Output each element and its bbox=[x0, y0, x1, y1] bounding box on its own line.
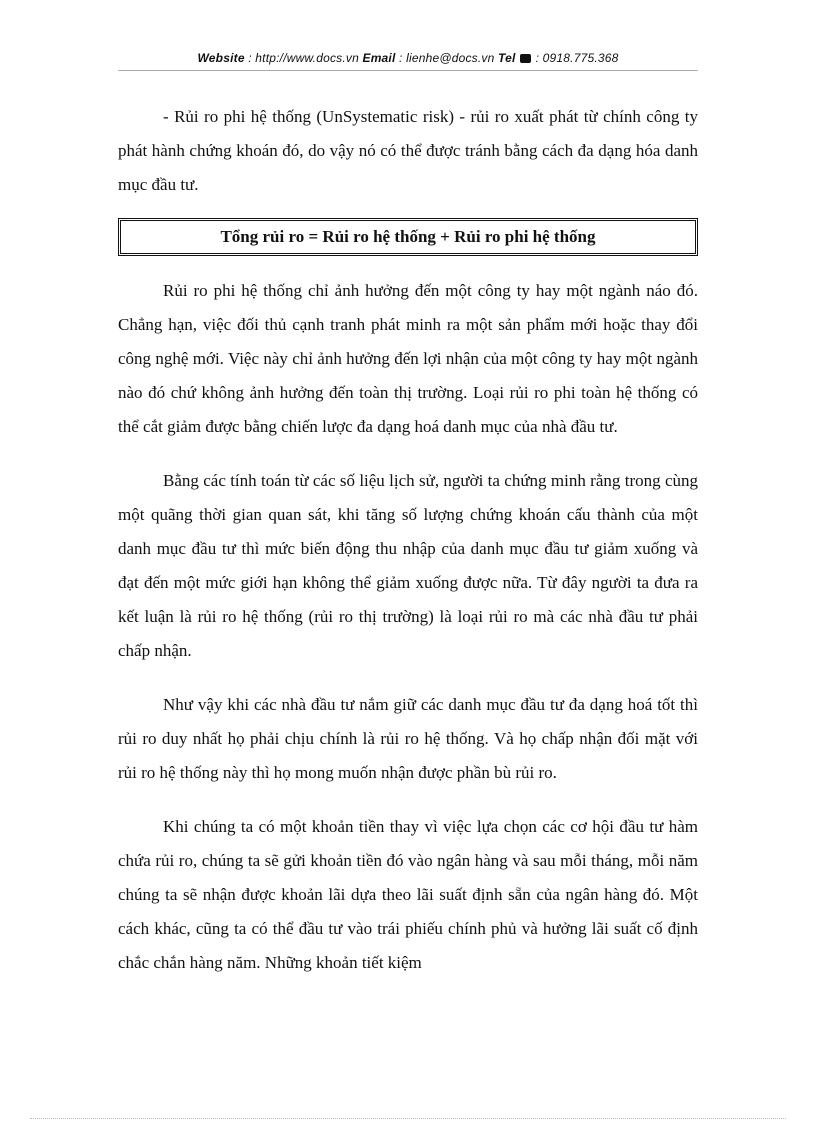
formula-box bbox=[118, 218, 698, 256]
document-body bbox=[118, 100, 698, 980]
email-address[interactable]: : lienhe@docs.vn bbox=[395, 51, 499, 65]
spacer bbox=[118, 668, 698, 688]
page-bottom-divider bbox=[30, 1118, 786, 1119]
phone-icon bbox=[520, 54, 531, 63]
paragraph-3: Bằng các tính toán từ các số liệu lịch sử, người ta chứng minh rằng trong cùng một quãng thời gian quan sát, khi tăng số lượng chứng khoán cấu thành của một danh mục đầu tư thì mức biến động thu nhập của danh mục đầu tư giảm xuống và đạt đến một mức giới hạn không thể giảm xuống được nữa. Từ đây người ta đưa ra kết luận là rủi ro hệ thống (rủi ro thị trường) là loại rủi ro mà các nhà đầu tư phải chấp nhận. bbox=[118, 471, 698, 660]
paragraph-4: Như vậy khi các nhà đầu tư nắm giữ các danh mục đầu tư đa dạng hoá tốt thì rủi ro duy nhất họ phải chịu chính là rủi ro hệ thống. Và họ chấp nhận đối mặt với rủi ro hệ thống này thì họ mong muốn nhận được phần bù rủi ro. bbox=[118, 695, 698, 782]
tel-number: : 0918.775.368 bbox=[532, 51, 619, 65]
paragraph-2: Rủi ro phi hệ thống chỉ ảnh hưởng đến một công ty hay một ngành náo đó. Chẳng hạn, việc đối thủ cạnh tranh phát minh ra một sản phẩm mới hoặc thay đổi công nghệ mới. Việc này chỉ ảnh hưởng đến lợi nhận của một công ty hay một ngành nào đó chứ không ảnh hưởng đến toàn thị trường. Loại rủi ro phi toàn hệ thống có thể cắt giảm được bằng chiến lược đa dạng hoá danh mục của nhà đầu tư. bbox=[118, 281, 698, 436]
formula-text: Tổng rủi ro = Rủi ro hệ thống + Rủi ro phi hệ thống bbox=[220, 227, 596, 246]
website-label: Website bbox=[197, 51, 245, 65]
website-url[interactable]: : http://www.docs.vn bbox=[244, 51, 363, 65]
spacer bbox=[118, 790, 698, 810]
paragraph-unsystematic-risk: - Rủi ro phi hệ thống (UnSystematic risk) - rủi ro xuất phát từ chính công ty phát hành chứng khoán đó, do vậy nó có thể được tránh bằng cách đa dạng hóa danh mục đầu tư. bbox=[118, 107, 698, 194]
header-divider bbox=[118, 70, 698, 71]
email-label: Email bbox=[362, 51, 396, 65]
paragraph-5: Khi chúng ta có một khoản tiền thay vì việc lựa chọn các cơ hội đầu tư hàm chứa rủi ro, chúng ta sẽ gửi khoản tiền đó vào ngân hàng và sau mỗi tháng, mỗi năm chúng ta sẽ nhận được khoản lãi dựa theo lãi suất định sẵn của ngân hàng đó. Một cách khác, cũng ta có thể đầu tư vào trái phiếu chính phủ và hưởng lãi suất cố định chắc chắn hàng năm. Những khoản tiết kiệm bbox=[118, 817, 698, 972]
tel-label: Tel bbox=[498, 51, 516, 65]
page-header bbox=[118, 51, 698, 65]
spacer bbox=[118, 444, 698, 464]
